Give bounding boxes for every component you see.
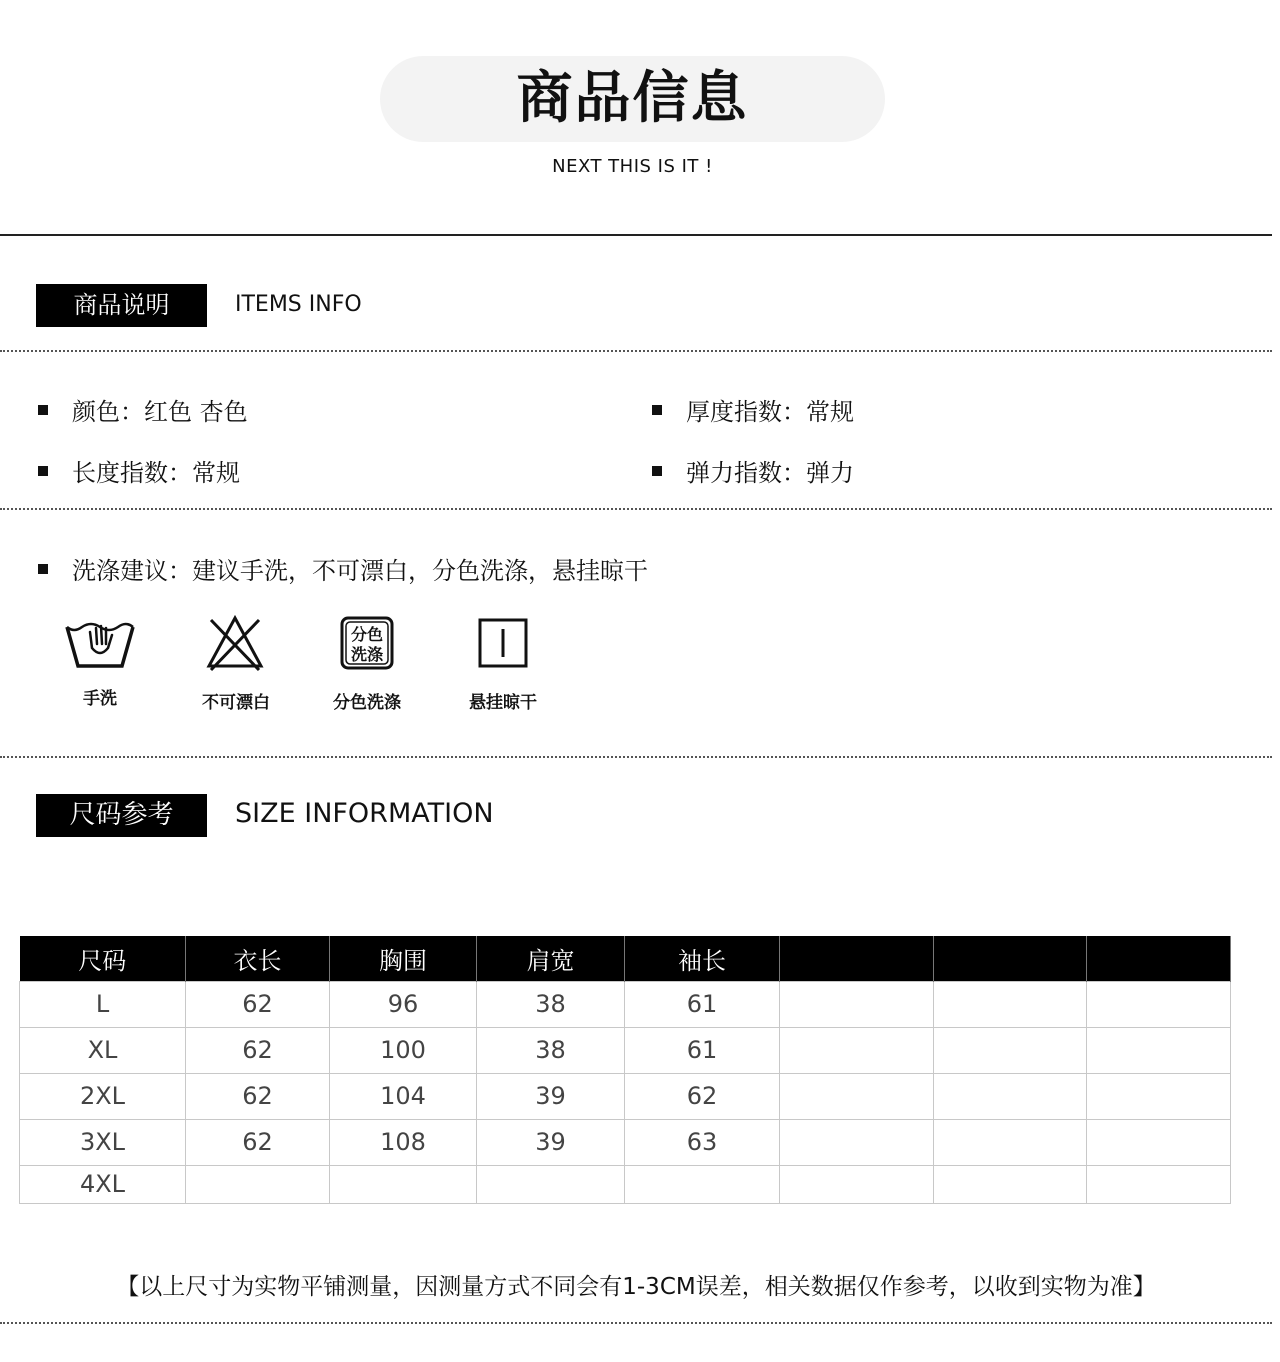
table-row <box>20 1165 1231 1203</box>
items-section-english: ITEMS INFO <box>235 292 362 317</box>
table-cell: 38 <box>477 1027 625 1073</box>
hand-wash-icon <box>64 618 136 670</box>
dotted-divider <box>0 350 1272 352</box>
table-cell <box>1087 1027 1231 1073</box>
table-cell: 100 <box>330 1027 477 1073</box>
table-row <box>20 981 1231 1027</box>
attribute-item <box>652 392 854 427</box>
table-cell: XL <box>20 1027 186 1073</box>
table-cell: 4XL <box>20 1165 186 1203</box>
hang-dry-icon <box>478 618 528 668</box>
table-row <box>20 1073 1231 1119</box>
care-label: 不可漂白 <box>202 693 270 713</box>
wash-advice-text: 洗涤建议：建议手洗，不可漂白，分色洗涤，悬挂晾干 <box>72 557 648 585</box>
table-cell: 61 <box>625 1027 780 1073</box>
table-cell <box>934 1165 1087 1203</box>
bullet-icon <box>38 405 48 415</box>
table-cell: 38 <box>477 981 625 1027</box>
table-cell <box>186 1165 330 1203</box>
table-header-cell: 衣长 <box>186 936 330 981</box>
bullet-icon <box>652 466 662 476</box>
table-header-cell: 尺码 <box>20 936 186 981</box>
attribute-text: 颜色：红色 杏色 <box>72 398 248 426</box>
size-table <box>19 936 1231 1204</box>
wash-glyph-text: 分色 <box>350 625 384 644</box>
table-cell: 62 <box>186 1027 330 1073</box>
table-cell <box>330 1165 477 1203</box>
care-label: 手洗 <box>83 689 117 709</box>
table-cell: 39 <box>477 1119 625 1165</box>
table-cell <box>934 1073 1087 1119</box>
table-cell <box>1087 1119 1231 1165</box>
table-cell: 108 <box>330 1119 477 1165</box>
table-cell <box>934 981 1087 1027</box>
table-cell <box>934 1027 1087 1073</box>
attribute-text: 厚度指数：常规 <box>686 398 854 426</box>
items-section-badge: 商品说明 <box>36 284 207 327</box>
table-cell: 96 <box>330 981 477 1027</box>
wash-separately-icon <box>340 616 394 670</box>
table-cell <box>625 1165 780 1203</box>
size-section-badge: 尺码参考 <box>36 794 207 837</box>
table-cell: 104 <box>330 1073 477 1119</box>
care-label: 悬挂晾干 <box>469 693 537 713</box>
table-cell: 2XL <box>20 1073 186 1119</box>
dotted-divider <box>0 1322 1272 1324</box>
dotted-divider <box>0 756 1272 758</box>
table-cell <box>780 1165 934 1203</box>
bullet-icon <box>652 405 662 415</box>
measurement-note: 【以上尺寸为实物平铺测量，因测量方式不同会有1-3CM误差，相关数据仅作参考，以收到实物为准】 <box>116 1274 1156 1300</box>
care-label: 分色洗涤 <box>333 693 401 713</box>
header-divider <box>0 234 1272 236</box>
table-cell <box>934 1119 1087 1165</box>
attribute-text: 弹力指数：弹力 <box>686 459 854 487</box>
table-cell: 39 <box>477 1073 625 1119</box>
table-cell: 62 <box>186 1119 330 1165</box>
table-row <box>20 1027 1231 1073</box>
table-cell: 62 <box>186 1073 330 1119</box>
dotted-divider <box>0 508 1272 510</box>
table-header-cell: 肩宽 <box>477 936 625 981</box>
wash-glyph-text: 洗涤 <box>350 645 384 664</box>
size-section-english: SIZE INFORMATION <box>235 798 494 829</box>
bullet-icon <box>38 466 48 476</box>
table-cell <box>1087 1165 1231 1203</box>
attribute-item <box>652 453 854 488</box>
table-cell <box>780 1073 934 1119</box>
attribute-item <box>38 392 248 427</box>
bullet-icon <box>38 564 48 574</box>
table-header-cell <box>780 936 934 981</box>
table-cell <box>780 1027 934 1073</box>
table-header-cell: 袖长 <box>625 936 780 981</box>
table-header-row <box>20 936 1231 981</box>
table-cell <box>1087 981 1231 1027</box>
page-title: 商品信息 <box>516 66 749 131</box>
attribute-item <box>38 453 240 488</box>
table-cell <box>780 981 934 1027</box>
table-cell <box>1087 1073 1231 1119</box>
table-cell <box>780 1119 934 1165</box>
no-bleach-icon <box>205 614 265 672</box>
attribute-text: 长度指数：常规 <box>72 459 240 487</box>
table-cell: 62 <box>186 981 330 1027</box>
table-cell <box>477 1165 625 1203</box>
wash-advice <box>38 551 648 586</box>
table-cell: 3XL <box>20 1119 186 1165</box>
table-cell: 63 <box>625 1119 780 1165</box>
table-header-cell <box>1087 936 1231 981</box>
table-cell: 61 <box>625 981 780 1027</box>
table-header-cell: 胸围 <box>330 936 477 981</box>
table-cell: L <box>20 981 186 1027</box>
page-subtitle: NEXT THIS IS IT ! <box>552 156 713 177</box>
table-header-cell <box>934 936 1087 981</box>
table-cell: 62 <box>625 1073 780 1119</box>
table-row <box>20 1119 1231 1165</box>
